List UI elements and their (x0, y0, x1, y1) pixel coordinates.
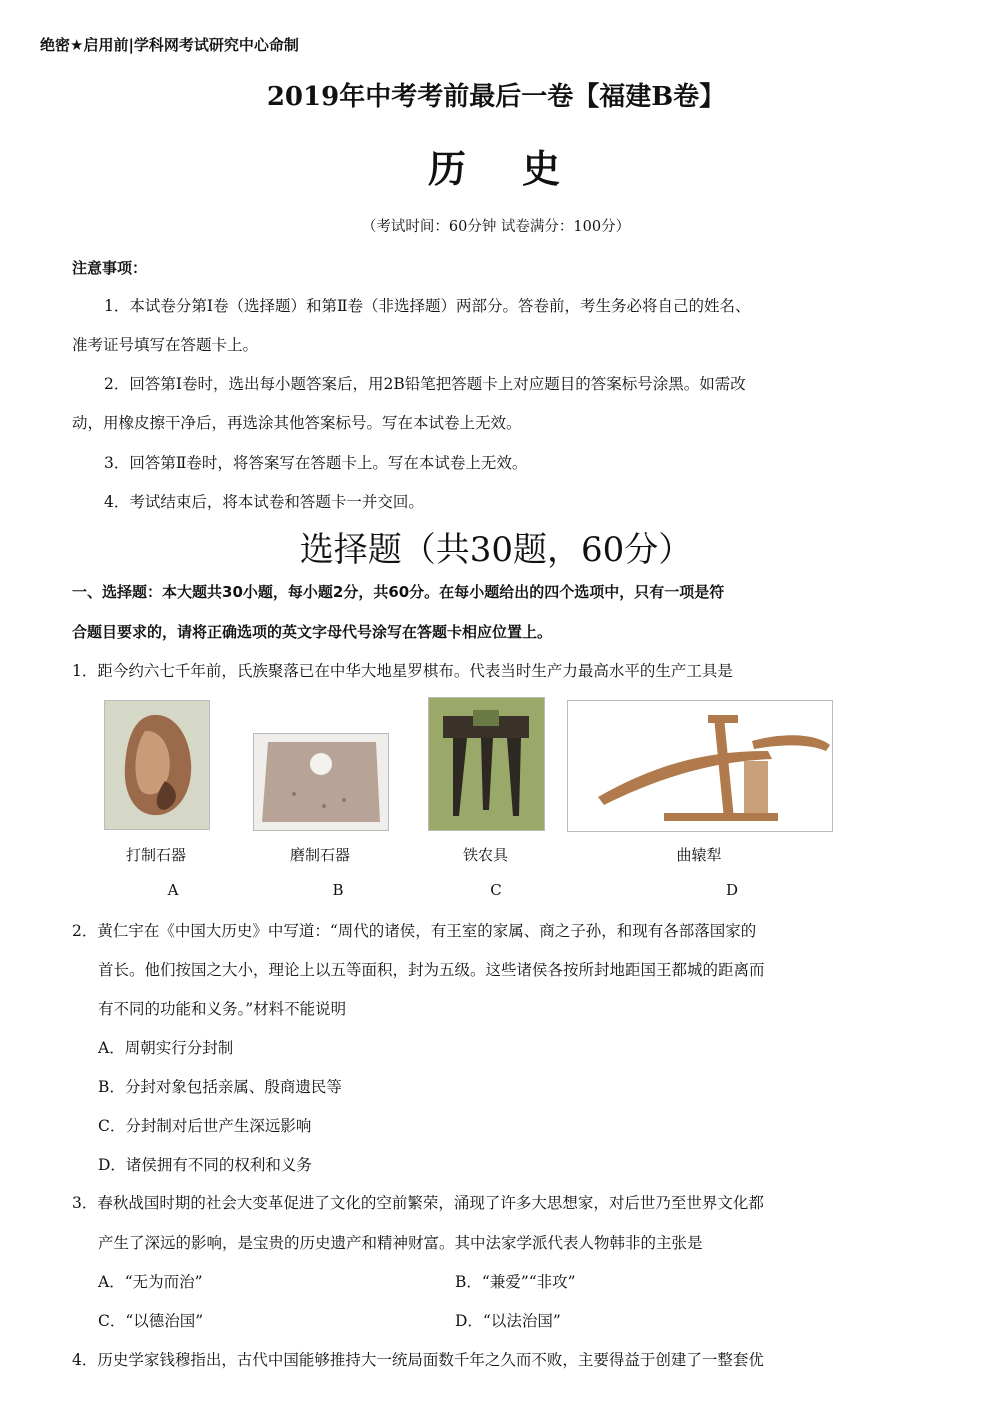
iron-farm-tool-image (428, 697, 545, 831)
subject-char-2: 史 (522, 146, 565, 191)
section-intro-b: 合题目要求的，请将正确选项的英文字母代号涂写在答题卡相应位置上。 (72, 623, 553, 641)
caption-a: 打制石器 (125, 846, 186, 864)
curved-plow-image (567, 700, 833, 832)
option-label-b: B (332, 881, 344, 899)
section-intro-a: 一、选择题：本大题共30小题，每小题2分，共60分。在每小题给出的四个选项中，只有一项是符 (72, 583, 725, 601)
notice-heading: 注意事项： (72, 259, 148, 277)
exam-title: 2019年中考考前最后一卷【福建B卷】 (266, 82, 726, 112)
exam-time: （考试时间：60分钟 试卷满分：100分） (361, 219, 631, 235)
q2-stem-c: 有不同的功能和义务。”材料不能说明 (98, 1000, 347, 1018)
caption-c: 铁农具 (462, 846, 508, 864)
notice-line-3: 3．回答第Ⅱ卷时，将答案写在答题卡上。写在本试卷上无效。 (104, 454, 528, 472)
q1-stem: 1．距今约六七千年前，氏族聚落已在中华大地星罗棋布。代表当时生产力最高水平的生产工具是 (72, 662, 733, 680)
q2-stem-a: 2．黄仁宇在《中国大历史》中写道：“周代的诸侯，有王室的家属、商之子孙，和现有各部落国家的 (72, 922, 757, 940)
q2-option-c: C．分封制对后世产生深远影响 (98, 1117, 312, 1135)
notice-line-2b: 动，用橡皮擦干净后，再选涂其他答案标号。写在本试卷上无效。 (72, 414, 522, 432)
q3-option-d: D．“以法治国” (455, 1312, 561, 1330)
subject-char-1: 历 (427, 146, 470, 191)
q3-stem-b: 产生了深远的影响，是宝贵的历史遗产和精神财富。其中法家学派代表人物韩非的主张是 (98, 1234, 703, 1252)
option-label-c: C (490, 881, 502, 899)
caption-b: 磨制石器 (289, 846, 350, 864)
q3-option-b: B．“兼爱”“非攻” (455, 1273, 576, 1291)
notice-line-4: 4．考试结束后，将本试卷和答题卡一并交回。 (104, 493, 424, 511)
section-title: 选择题（共30题，60分） (299, 530, 693, 570)
q3-option-c: C．“以德治国” (98, 1312, 204, 1330)
notice-line-1a: 1．本试卷分第Ⅰ卷（选择题）和第Ⅱ卷（非选择题）两部分。答卷前，考生务必将自己的姓名、 (104, 297, 751, 315)
q2-stem-b: 首长。他们按国之大小，理论上以五等面积，封为五级。这些诸侯各按所封地距国王都城的距离而 (98, 961, 765, 979)
q3-option-a: A．“无为而治” (98, 1273, 203, 1291)
option-label-d: D (725, 881, 739, 899)
option-label-a: A (167, 881, 179, 899)
q2-option-a: A．周朝实行分封制 (98, 1039, 234, 1057)
q2-option-b: B．分封对象包括亲属、殷商遗民等 (98, 1078, 342, 1096)
confidential-header: 绝密★启用前|学科网考试研究中心命制 (40, 36, 299, 54)
subject-title (0, 138, 992, 193)
chipped-stone-tool-image (104, 700, 210, 830)
q3-stem-a: 3．春秋战国时期的社会大变革促进了文化的空前繁荣，涌现了许多大思想家，对后世乃至世界文化都 (72, 1194, 764, 1212)
notice-line-1b: 准考证号填写在答题卡上。 (72, 336, 259, 354)
caption-d: 曲辕犁 (676, 846, 722, 864)
q4-stem-a: 4．历史学家钱穆指出，古代中国能够推持大一统局面数千年之久而不败，主要得益于创建了一整套优 (72, 1351, 764, 1369)
notice-line-2a: 2．回答第Ⅰ卷时，选出每小题答案后，用2B铅笔把答题卡上对应题目的答案标号涂黑。如需改 (104, 375, 746, 393)
q2-option-d: D．诸侯拥有不同的权利和义务 (98, 1156, 312, 1174)
polished-stone-tool-image (253, 733, 389, 831)
